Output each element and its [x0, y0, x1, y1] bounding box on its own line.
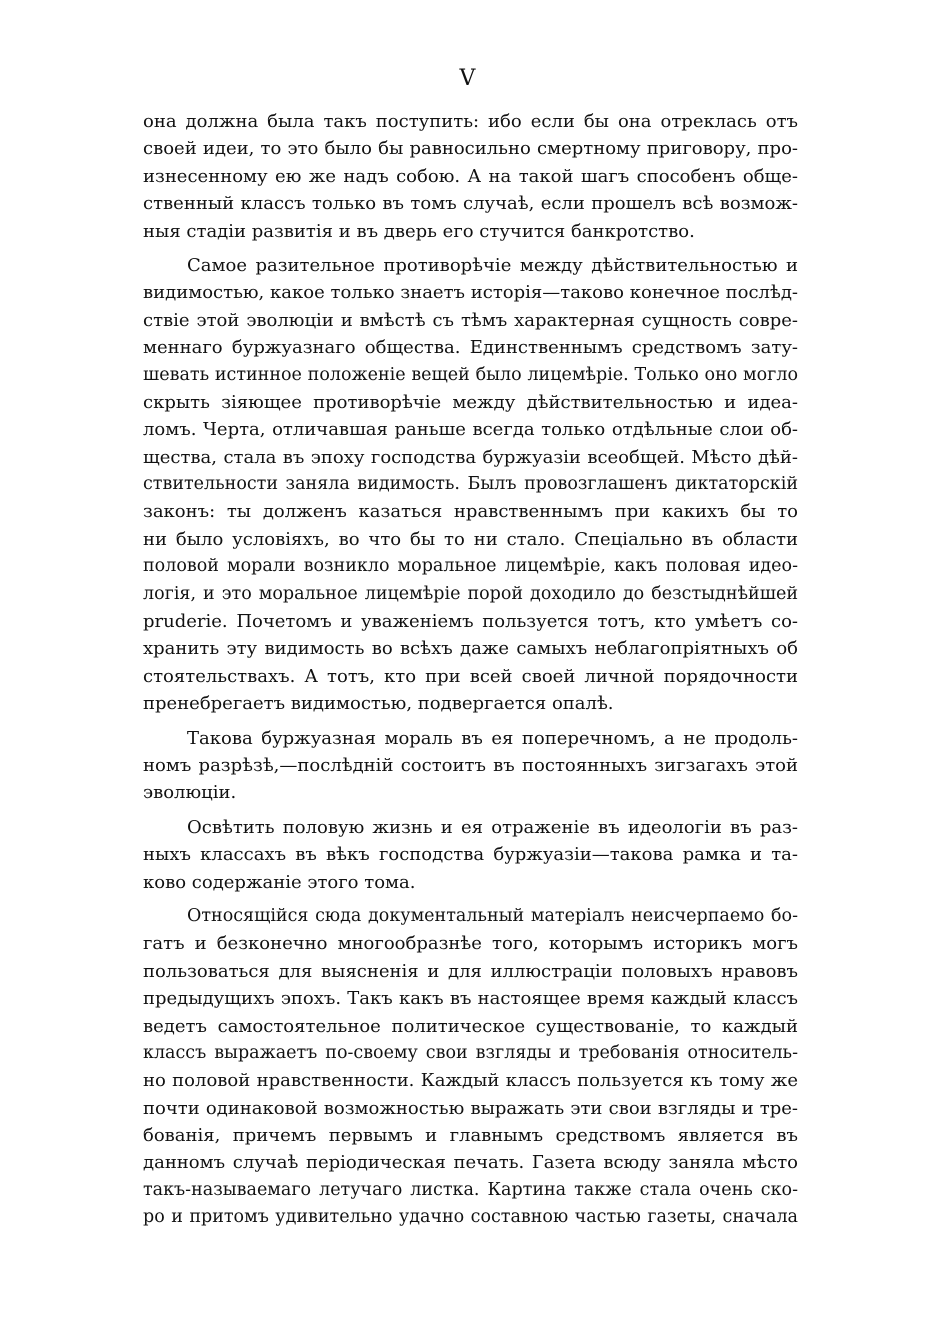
- text-line: эволюціи.: [143, 782, 237, 804]
- text-line: почти одинаковой возможностью выражать эти свои взгляды и тре-: [143, 1097, 798, 1119]
- text-line: Освѣтить половую жизнь и ея отраженіе въ идеологіи въ раз-: [187, 816, 798, 838]
- text-line: ствіе этой эволюціи и вмѣстѣ съ тѣмъ характерная сущность совре-: [143, 309, 798, 331]
- text-line: ствительности заняла видимость. Былъ провозглашенъ диктаторскій: [143, 474, 798, 495]
- paragraph: [143, 814, 798, 896]
- text-line: гатъ и безконечно многообразнѣе того, которымъ историкъ могъ: [143, 933, 798, 955]
- text-line: ково содержаніе этого тома.: [143, 871, 416, 893]
- text-line: шевать истинное положеніе вещей было лицемѣріе. Только оно могло: [143, 364, 798, 385]
- text-line: меннаго буржуазнаго общества. Единственнымъ средствомъ зату-: [143, 337, 798, 359]
- text-line: ственный классъ только въ томъ случаѣ, если прошелъ всѣ возмож-: [143, 193, 798, 215]
- text-line: Относящійся сюда документальный матеріалъ неисчерпаемо бо-: [187, 905, 798, 926]
- text-line: бованія, причемъ первымъ и главнымъ средствомъ является въ: [143, 1125, 798, 1147]
- paragraph: [143, 725, 798, 807]
- text-line: пользоваться для выясненія и для иллюстраціи половыхъ нравовъ: [143, 960, 798, 982]
- text-line: ныхъ классахъ въ вѣкъ господства буржуазіи—такова рамка и та-: [143, 844, 798, 866]
- body-text: [143, 108, 798, 1239]
- text-line: своей идеи, то это было бы равносильно смертному приговору, про-: [143, 138, 798, 160]
- text-line: ломъ. Черта, отличавшая раньше всегда только отдѣльные слои об-: [143, 419, 798, 441]
- text-line: изнесенному ею же надъ собою. А на такой шагъ способенъ обще-: [143, 165, 798, 187]
- text-line: стоятельствахъ. А тотъ, кто при всей своей личной порядочности: [143, 665, 798, 687]
- text-line: скрыть зіяющее противорѣчіе между дѣйствительностью и идеа-: [143, 391, 798, 413]
- text-line: pruderie. Почетомъ и уваженіемъ пользуется тотъ, кто умѣетъ со-: [143, 611, 798, 633]
- text-line: Самое разительное противорѣчіе между дѣйствительностью и: [187, 254, 798, 276]
- text-line: ни было условіяхъ, во что бы то ни стало. Спеціально въ области: [143, 528, 798, 550]
- text-line: классъ выражаетъ по-своему свои взгляды и требованія относитель-: [143, 1042, 798, 1063]
- text-line: половой морали возникло моральное лицемѣріе, какъ половая идео-: [143, 556, 798, 577]
- text-line: видимостью, какое только знаетъ исторія—таково конечное послѣд-: [143, 282, 798, 304]
- text-line: ведетъ самостоятельное политическое существованіе, то каждый: [143, 1015, 798, 1037]
- page-number: V: [459, 66, 477, 91]
- text-line: Такова буржуазная мораль въ ея поперечномъ, а не продоль-: [187, 727, 798, 749]
- text-line: предыдущихъ эпохъ. Такъ какъ въ настоящее время каждый классъ: [143, 988, 798, 1010]
- text-line: номъ разрѣзѣ,—послѣдній состоитъ въ постоянныхъ зигзагахъ этой: [143, 754, 798, 776]
- paragraph: [143, 252, 798, 718]
- text-line: щества, стала въ эпоху господства буржуазіи всеобщей. Мѣсто дѣй-: [143, 446, 798, 468]
- paragraph: [143, 108, 798, 245]
- text-line: такъ-называемаго летучаго листка. Картина также стала очень ско-: [143, 1179, 798, 1200]
- text-line: пренебрегаетъ видимостью, подвергается опалѣ.: [143, 693, 614, 715]
- text-line: ныя стадіи развитія и въ дверь его стучится банкротство.: [143, 220, 695, 242]
- text-line: хранить эту видимость во всѣхъ даже самыхъ неблагопріятныхъ об: [143, 638, 798, 660]
- text-line: логія, и это моральное лицемѣріе порой доходило до безстыднѣйшей: [143, 583, 798, 604]
- text-line: ро и притомъ удивительно удачно составною частью газеты, сначала: [143, 1207, 798, 1228]
- text-line: законъ: ты долженъ казаться нравственнымъ при какихъ бы то: [143, 501, 798, 523]
- text-line: данномъ случаѣ періодическая печать. Газета всюду заняла мѣсто: [143, 1152, 798, 1174]
- text-line: но половой нравственности. Каждый классъ пользуется къ тому же: [143, 1070, 798, 1092]
- text-line: она должна была такъ поступить: ибо если бы она отреклась отъ: [143, 111, 798, 132]
- paragraph: [143, 903, 798, 1232]
